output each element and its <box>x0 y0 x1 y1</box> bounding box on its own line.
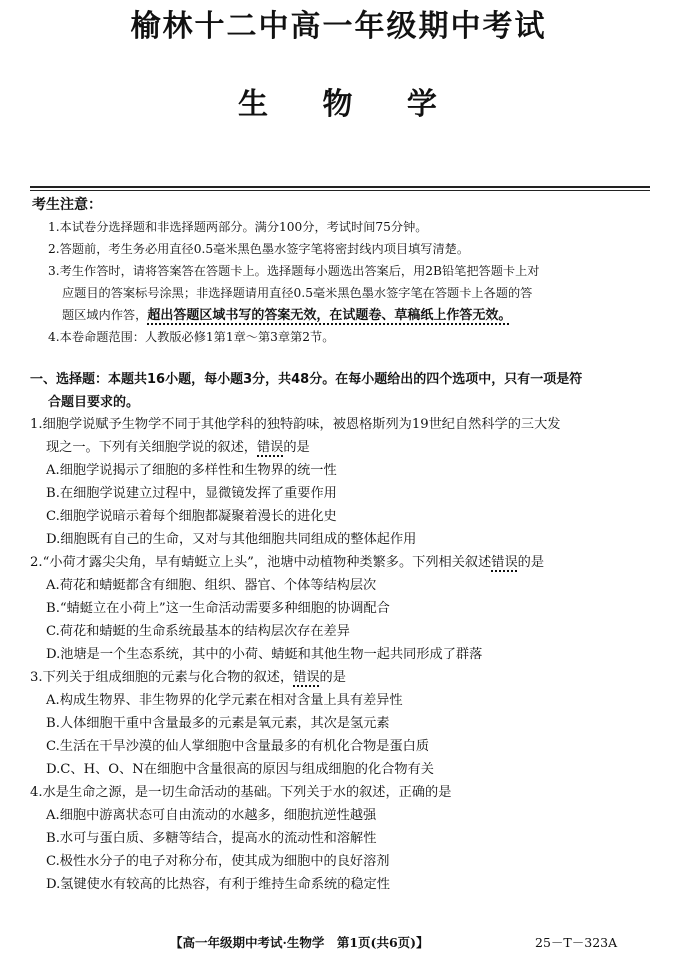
option-d: D.细胞既有自己的生命，又对与其他细胞共同组成的整体起作用 <box>46 532 417 547</box>
option-c: C.极性水分子的电子对称分布，使其成为细胞中的良好溶剂 <box>46 854 390 869</box>
notice-block <box>48 216 656 348</box>
stem-text: 4.水是生命之源，是一切生命活动的基础。下列关于水的叙述，正确的是 <box>30 785 452 800</box>
notice-item-3-cont2 <box>48 304 656 326</box>
footer-exam-code: 25－T－323A <box>535 935 618 950</box>
stem-text-end: 的是 <box>283 440 310 455</box>
notice-item-2: 2.答题前，考生务必用直径0.5毫米黑色墨水签字笔将密封线内项目填写清楚。 <box>48 242 470 256</box>
option-b: B.“蜻蜓立在小荷上”这一生命活动需要多种细胞的协调配合 <box>46 601 390 616</box>
notice-item-3: 3.考生作答时，请将答案答在答题卡上。选择题每小题选出答案后，用2B铅笔把答题卡上对 <box>48 264 540 278</box>
stem-text-end: 的是 <box>319 670 346 685</box>
header-divider-thin <box>30 190 650 191</box>
option-d: D.C、H、O、N在细胞中含量很高的原因与组成细胞的化合物有关 <box>46 762 434 777</box>
section-line-2: 合题目要求的。 <box>48 395 140 410</box>
stem-text: 2.“小荷才露尖尖角，早有蜻蜓立上头”，池塘中动植物种类繁多。下列相关叙述 <box>30 555 492 570</box>
question-stem <box>30 666 658 689</box>
question-3 <box>30 666 658 781</box>
header-divider <box>30 186 650 188</box>
stem-emphasis: 错误 <box>491 555 518 570</box>
question-stem: 1.细胞学说赋予生物学不同于其他学科的独特韵味，被恩格斯列为19世纪自然科学的三大发 <box>30 417 561 432</box>
page-footer <box>0 933 677 955</box>
stem-text: 3.下列关于组成细胞的元素与化合物的叙述， <box>30 670 294 685</box>
section-heading <box>30 368 658 414</box>
option-d: D.氢键使水有较高的比热容，有利于维持生命系统的稳定性 <box>46 877 390 892</box>
notice-item-3-cont: 应题目的答案标号涂黑；非选择题请用直径0.5毫米黑色墨水签字笔在答题卡上各题的答 <box>62 286 533 300</box>
option-b: B.水可与蛋白质、多糖等结合，提高水的流动性和溶解性 <box>46 831 377 846</box>
stem-text: 现之一。下列有关细胞学说的叙述， <box>46 440 257 455</box>
notice-item-4: 4.本卷命题范围：人教版必修1第1章～第3章第2节。 <box>48 330 335 344</box>
notice-item-3-text: 题区域内作答， <box>62 308 148 322</box>
question-stem <box>30 781 658 804</box>
question-2 <box>30 551 658 666</box>
option-a: A.构成生物界、非生物界的化学元素在相对含量上具有差异性 <box>46 693 403 708</box>
question-stem <box>30 551 658 574</box>
stem-text-end: 的是 <box>517 555 545 570</box>
footer-page-info: 【高一年级期中考试·生物学 第1页(共6页)】 <box>170 935 429 950</box>
option-a: A.荷花和蜻蜓都含有细胞、组织、器官、个体等结构层次 <box>46 578 377 593</box>
notice-item-1: 1.本试卷分选择题和非选择题两部分。满分100分，考试时间75分钟。 <box>48 220 428 234</box>
section-line-1: 一、选择题：本题共16小题，每小题3分，共48分。在每小题给出的四个选项中，只有一项是符 <box>30 372 583 387</box>
question-4 <box>30 781 658 896</box>
exam-title: 榆林十二中高一年级期中考试 <box>130 9 547 44</box>
option-c: C.生活在干旱沙漠的仙人掌细胞中含量最多的有机化合物是蛋白质 <box>46 739 430 754</box>
stem-emphasis: 错误 <box>257 440 284 455</box>
stem-emphasis: 错误 <box>293 670 320 685</box>
option-c: C.细胞学说暗示着每个细胞都凝聚着漫长的进化史 <box>46 509 337 524</box>
notice-heading: 考生注意： <box>32 197 102 213</box>
question-1 <box>30 413 658 551</box>
question-list <box>30 413 658 896</box>
option-b: B.人体细胞干重中含量最多的元素是氧元素，其次是氢元素 <box>46 716 390 731</box>
option-a: A.细胞学说揭示了细胞的多样性和生物界的统一性 <box>46 463 337 478</box>
notice-warning: 超出答题区域书写的答案无效，在试题卷、草稿纸上作答无效。 <box>147 308 512 323</box>
option-d: D.池塘是一个生态系统，其中的小荷、蜻蜓和其他生物一起共同形成了群落 <box>46 647 483 662</box>
option-a: A.细胞中游离状态可自由流动的水越多，细胞抗逆性越强 <box>46 808 377 823</box>
subject-title: 生 物 学 <box>238 87 459 122</box>
option-b: B.在细胞学说建立过程中，显微镜发挥了重要作用 <box>46 486 337 501</box>
question-stem-cont <box>30 436 658 459</box>
option-c: C.荷花和蜻蜓的生命系统最基本的结构层次存在差异 <box>46 624 350 639</box>
